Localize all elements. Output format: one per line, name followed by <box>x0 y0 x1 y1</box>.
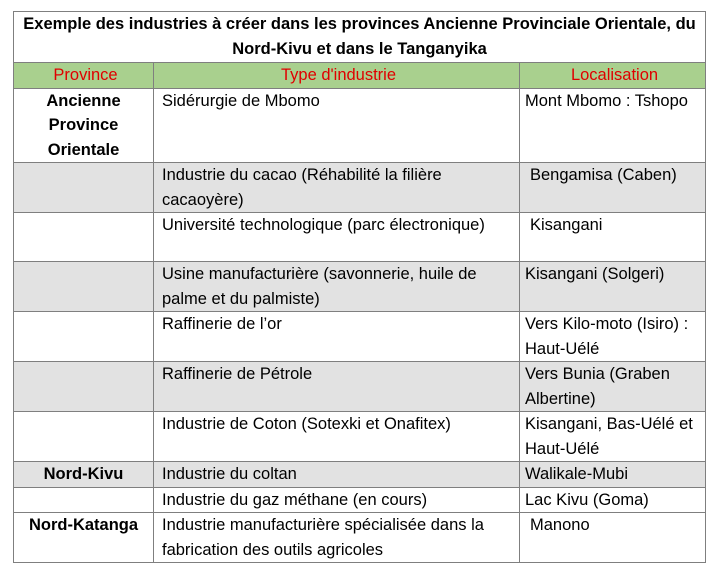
localisation-cell: Kisangani <box>520 213 706 262</box>
localisation-cell: Kisangani (Solgeri) <box>520 262 706 312</box>
localisation-cell: Bengamisa (Caben) <box>520 163 706 213</box>
localisation-cell: Vers Kilo-moto (Isiro) : Haut-Uélé <box>520 312 706 362</box>
table-row <box>14 88 706 163</box>
localisation-cell: Mont Mbomo : Tshopo <box>520 88 706 163</box>
province-cell <box>14 262 154 312</box>
table-row <box>14 513 706 563</box>
province-cell: Ancienne Province Orientale <box>14 88 154 163</box>
type-cell: Industrie manufacturière spécialisée dans la fabrication des outils agricoles <box>154 513 520 563</box>
localisation-cell: Vers Bunia (Graben Albertine) <box>520 362 706 412</box>
type-cell: Industrie du coltan <box>154 462 520 488</box>
province-cell <box>14 213 154 262</box>
province-cell <box>14 163 154 213</box>
type-cell: Raffinerie de Pétrole <box>154 362 520 412</box>
localisation-cell: Lac Kivu (Goma) <box>520 487 706 513</box>
header-row <box>14 63 706 89</box>
type-text: Sidérurgie de Mbomo <box>162 91 320 110</box>
table-row <box>14 412 706 462</box>
localisation-cell: Manono <box>520 513 706 563</box>
table-row <box>14 213 706 262</box>
type-cell: Usine manufacturière (savonnerie, huile de palme et du palmiste) <box>154 262 520 312</box>
province-cell <box>14 362 154 412</box>
type-cell: Industrie de Coton (Sotexki et Onafitex) <box>154 412 520 462</box>
industries-table-container <box>13 11 705 563</box>
localisation-cell: Walikale-Mubi <box>520 462 706 488</box>
table-row <box>14 462 706 488</box>
header-province: Province <box>14 63 154 89</box>
type-cell: Raffinerie de l’or <box>154 312 520 362</box>
table-row <box>14 362 706 412</box>
province-cell <box>14 412 154 462</box>
header-type: Type d'industrie <box>154 63 520 89</box>
type-cell: Université technologique (parc électronique) <box>154 213 520 262</box>
province-cell: Nord-Katanga <box>14 513 154 563</box>
localisation-cell: Kisangani, Bas-Uélé et Haut-Uélé <box>520 412 706 462</box>
type-cell: Industrie du gaz méthane (en cours) <box>154 487 520 513</box>
province-cell <box>14 312 154 362</box>
title-row <box>14 12 706 63</box>
header-localisation: Localisation <box>520 63 706 89</box>
table-row <box>14 163 706 213</box>
province-cell <box>14 487 154 513</box>
type-cell: Industrie du cacao (Réhabilité la filière cacaoyère) <box>154 163 520 213</box>
table-row <box>14 312 706 362</box>
type-cell <box>154 88 520 163</box>
province-cell: Nord-Kivu <box>14 462 154 488</box>
table-title: Exemple des industries à créer dans les provinces Ancienne Provinciale Orientale, du Nord-Kivu et dans le Tanganyika <box>14 12 706 63</box>
table-row <box>14 262 706 312</box>
table-row <box>14 487 706 513</box>
industries-table <box>13 11 706 563</box>
